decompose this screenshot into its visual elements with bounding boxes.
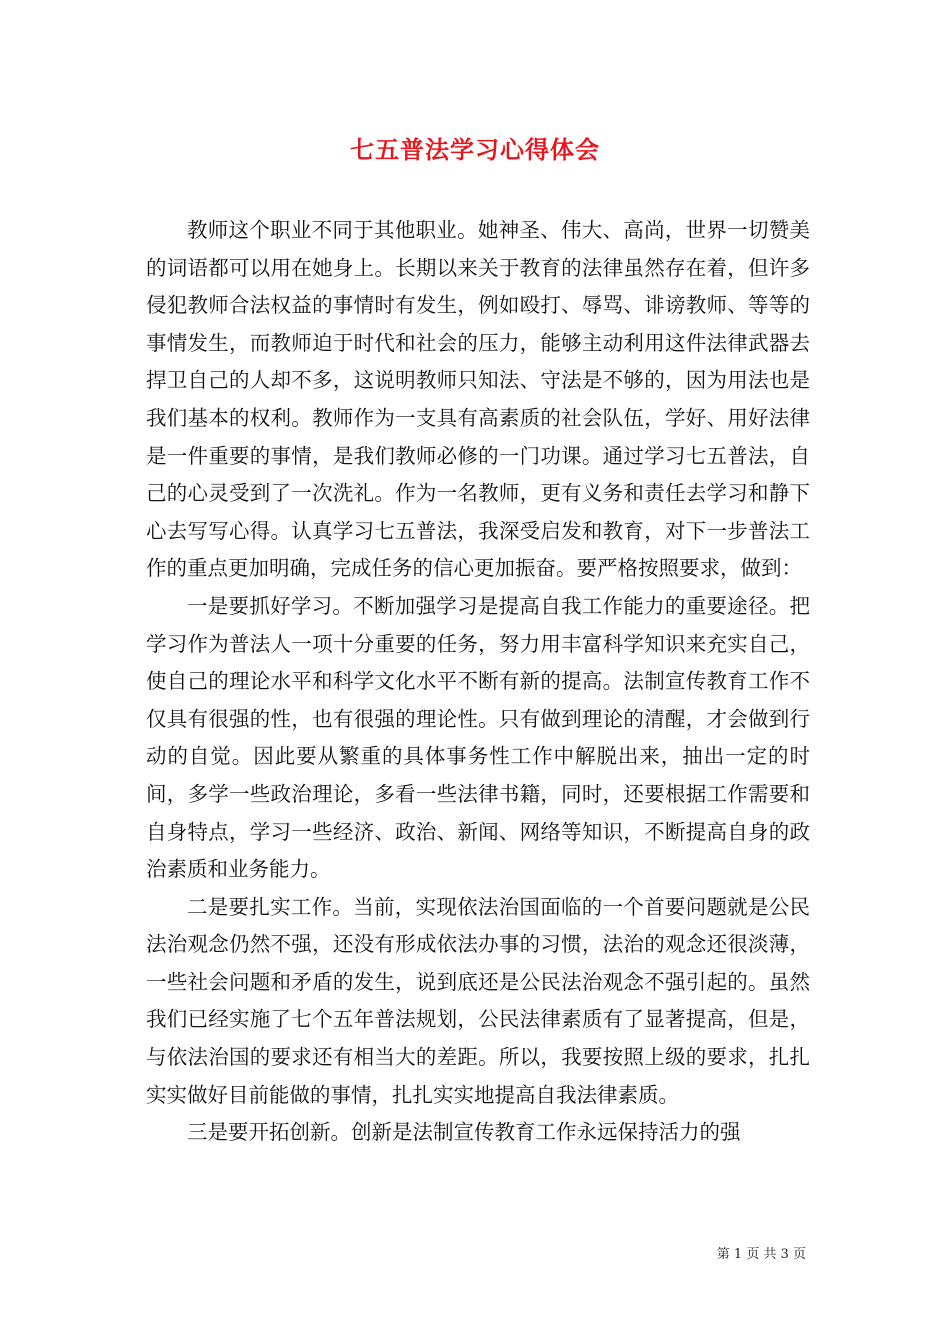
paragraph-intro: 教师这个职业不同于其他职业。她神圣、伟大、高尚，世界一切赞美的词语都可以用在她身上。长期以来关于教育的法律虽然存在着，但许多侵犯教师合法权益的事情时有发生，例如殴打、辱骂、诽谤教师、等等的事情发生，而教师迫于时代和社会的压力，能够主动利用这件法律武器去捍卫自己的人却不多，这说明教师只知法、守法是不够的，因为用法也是我们基本的权利。教师作为一支具有高素质的社会队伍，学好、用好法律是一件重要的事情，是我们教师必修的一门功课。通过学习七五普法，自己的心灵受到了一次洗礼。作为一名教师，更有义务和责任去学习和静下心去写写心得。认真学习七五普法，我深受启发和教育，对下一步普法工作的重点更加明确，完成任务的信心更加振奋。要严格按照要求，做到： [146, 218, 810, 581]
page-number-footer: 第 1 页 共 3 页 [716, 1247, 806, 1262]
paragraph-point-two: 二是要扎实工作。当前，实现依法治国面临的一个首要问题就是公民法治观念仍然不强，还没有形成依法办事的习惯，法治的观念还很淡薄，一些社会问题和矛盾的发生，说到底还是公民法治观念不强引起的。虽然我们已经实施了七个五年普法规划，公民法律素质有了显著提高，但是，与依法治国的要求还有相当大的差距。所以，我要按照上级的要求，扎扎实实做好目前能做的事情，扎扎实实地提高自我法律素质。 [146, 894, 810, 1107]
document-body [146, 212, 810, 1152]
paragraph-point-one: 一是要抓好学习。不断加强学习是提高自我工作能力的重要途径。把学习作为普法人一项十分重要的任务，努力用丰富科学知识来充实自己，使自己的理论水平和科学文化水平不断有新的提高。法制宣传教育工作不仅具有很强的性，也有很强的理论性。只有做到理论的清醒，才会做到行动的自觉。因此要从繁重的具体事务性工作中解脱出来，抽出一定的时间，多学一些政治理论，多看一些法律书籍，同时，还要根据工作需要和自身特点，学习一些经济、政治、新闻、网络等知识，不断提高自身的政治素质和业务能力。 [146, 593, 810, 882]
document-title: 七五普法学习心得体会 [350, 135, 600, 164]
paragraph-point-three: 三是要开拓创新。创新是法制宣传教育工作永远保持活力的强 [187, 1120, 741, 1145]
